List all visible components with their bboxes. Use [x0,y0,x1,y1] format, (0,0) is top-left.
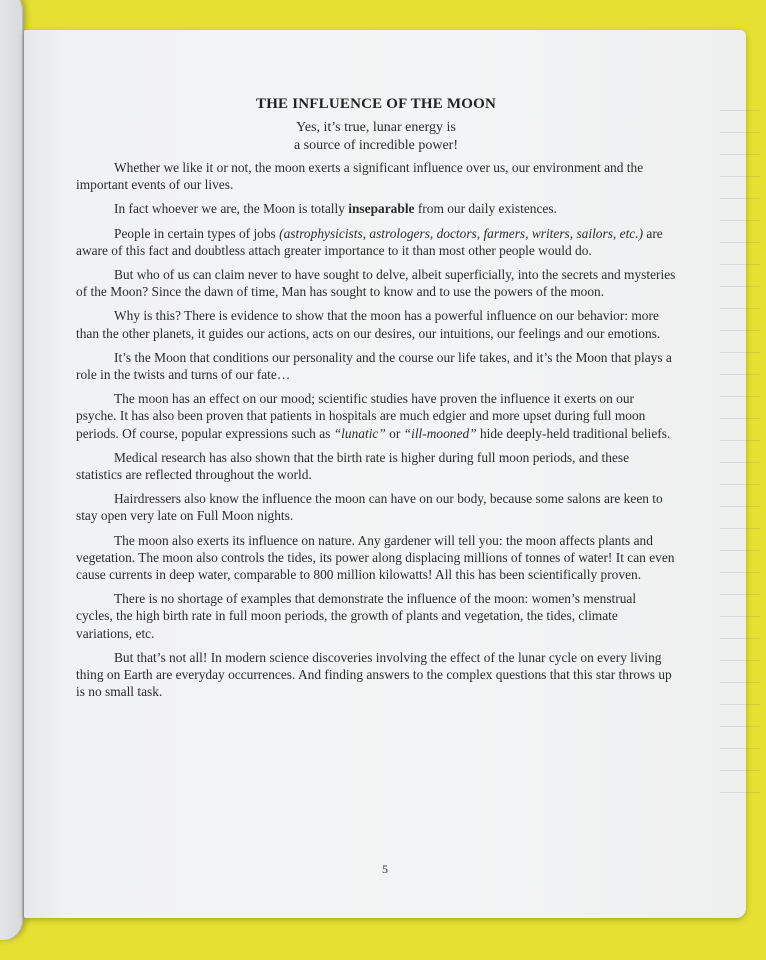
term-ill-mooned: “ill-mooned” [403,425,477,441]
subtitle-line-2: a source of incredible power! [293,138,459,153]
paragraph-12: But that’s not all! In modern science discoveries involving the effect of the lunar cycle on every living thing on Earth are everyday occurrences. And finding answers to the complex questions that this star throws up is no small task. [76,649,672,700]
paragraph-8: Medical research has also shown that the birth rate is higher during full moon periods, and these statistics are reflected throughout the world. [76,449,630,483]
subtitle [76,119,676,155]
adjacent-page-edge [0,0,23,940]
term-lunatic: “lunatic” [333,425,386,441]
paragraph-6: It’s the Moon that conditions our personality and the course our life takes, and it’s the Moon that plays a role in the twists and turns of our fate… [76,349,672,383]
paragraph-3-text-c: are aware of this fact and doubtless attach greater importance to it than most other people would do. [76,225,663,258]
paragraph-2-text-c: from our daily existences. [414,201,557,217]
jobs-list-italic: (astrophysicists, astrologers, doctors, farmers, writers, sailors, etc.) [279,225,644,241]
paragraph-7-text-c: or [385,425,404,441]
paragraph-3-text-a: People in certain types of jobs [114,225,280,241]
paragraph-2-text-a: In fact whoever we are, the Moon is totally [114,201,349,217]
show-through-text [720,110,760,870]
paragraph-5: Why is this? There is evidence to show that the moon has a powerful influence on our behavior: more than the other planets, it guides our actions, acts on our desires, our intuitions, our feelings and our emotions. [76,308,661,341]
page-number: 5 [382,862,388,876]
paragraph-4: But who of us can claim never to have sought to delve, albeit superficially, into the secrets and mysteries of the Moon? Since the dawn of time, Man has sought to know and to use the powers of the moon. [76,267,676,300]
page-content [76,96,676,707]
paragraph-3 [76,225,676,259]
paragraph-7-text-e: hide deeply-held traditional beliefs. [476,425,671,441]
subtitle-line-1: Yes, it’s true, lunar energy is [296,120,456,135]
paragraph-2 [76,200,676,217]
paragraph-10: The moon also exerts its influence on nature. Any gardener will tell you: the moon affects plants and vegetation. The moon also controls the tides, its power along displacing millions of tonnes of water! It can even cause currents in deep water, comparable to 800 million kilowatts! All this has been scientifically proven. [76,532,675,583]
paragraph-7-text-a: The moon has an effect on our mood; scientific studies have proven the influence it exerts on our psyche. It has also been proven that patients in hospitals are much edgier and more upset during full moon periods. Of course, popular expressions such as [76,391,646,441]
page-title: THE INFLUENCE OF THE MOON [255,96,497,112]
paragraph-1: Whether we like it or not, the moon exerts a significant influence over us, our environment and the important events of our lives. [76,160,644,193]
paragraph-9: Hairdressers also know the influence the moon can have on our body, because some salons are keen to stay open very late on Full Moon nights. [76,491,663,524]
paragraph-11: There is no shortage of examples that demonstrate the influence of the moon: women’s menstrual cycles, the high birth rate in full moon periods, the growth of plants and vegetation, the tides, climate variations, etc. [76,591,637,641]
emphasis-inseparable: inseparable [348,201,415,217]
paragraph-7 [76,390,676,442]
book-page [24,30,746,918]
